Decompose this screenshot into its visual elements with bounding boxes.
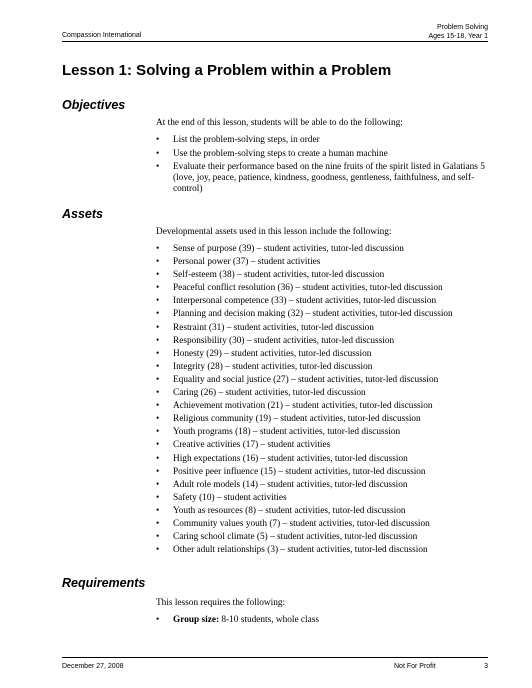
- asset-item-text: Interpersonal competence (33) – student activities, tutor-led discussion: [173, 296, 437, 307]
- requirements-heading: Requirements: [62, 576, 146, 590]
- asset-item-text: Other adult relationships (3) – student activities, tutor-led discussion: [173, 545, 428, 556]
- asset-item-text: Positive peer influence (15) – student activities, tutor-led discussion: [173, 466, 426, 477]
- asset-item-text: Restraint (31) – student activities, tutor-led discussion: [173, 322, 374, 333]
- requirements-list: [156, 615, 486, 626]
- objectives-list: [156, 135, 486, 195]
- asset-item: [156, 257, 486, 268]
- asset-item: [156, 506, 486, 517]
- asset-item-text: Creative activities (17) – student activities: [173, 440, 331, 451]
- objective-item-text: Use the problem-solving steps to create a human machine: [173, 148, 388, 159]
- asset-item-text: Responsibility (30) – student activities, tutor-led discussion: [173, 335, 395, 346]
- asset-item: [156, 388, 486, 399]
- header-rule: [62, 41, 488, 42]
- asset-item: [156, 244, 486, 255]
- asset-item-text: Planning and decision making (32) – student activities, tutor-led discussion: [173, 309, 453, 320]
- asset-item-text: Caring school climate (5) – student activities, tutor-led discussion: [173, 532, 418, 543]
- requirement-item-label: Group size:: [173, 615, 220, 625]
- bullet-icon: •: [156, 135, 160, 145]
- asset-item-text: Safety (10) – student activities: [173, 492, 287, 503]
- bullet-icon: •: [156, 244, 160, 254]
- asset-item: [156, 519, 486, 530]
- asset-item: [156, 362, 486, 373]
- asset-item: [156, 323, 486, 334]
- asset-item: [156, 296, 486, 307]
- objective-item: [156, 162, 486, 195]
- asset-item: [156, 493, 486, 504]
- objective-item-text: Evaluate their performance based on the nine fruits of the spirit listed in Galatians 5 (love, joy, peace, patience, kindness, goodness, gentleness, faithfulness, and self-control): [173, 162, 485, 194]
- asset-item: [156, 480, 486, 491]
- asset-item-text: Peaceful conflict resolution (36) – student activities, tutor-led discussion: [173, 283, 443, 294]
- bullet-icon: •: [156, 374, 160, 385]
- asset-item-text: Caring (26) – student activities, tutor-led discussion: [173, 388, 366, 399]
- asset-item: [156, 309, 486, 320]
- objectives-intro: At the end of this lesson, students will be able to do the following:: [156, 118, 403, 128]
- bullet-icon: •: [156, 361, 160, 372]
- bullet-icon: •: [156, 348, 160, 359]
- objectives-section: [156, 118, 486, 198]
- header-course-info: [428, 23, 488, 41]
- asset-item: [156, 270, 486, 281]
- asset-item-text: Youth as resources (8) – student activities, tutor-led discussion: [173, 505, 406, 516]
- bullet-icon: •: [156, 322, 160, 333]
- assets-heading: Assets: [62, 207, 103, 221]
- asset-item: [156, 336, 486, 347]
- asset-item-text: Youth programs (18) – student activities, tutor-led discussion: [173, 427, 401, 438]
- requirements-intro: This lesson requires the following:: [156, 598, 286, 608]
- header-ages: Ages 15-18, Year 1: [428, 33, 488, 40]
- objectives-heading: Objectives: [62, 98, 126, 112]
- asset-item: [156, 401, 486, 412]
- asset-item-text: High expectations (16) – student activities, tutor-led discussion: [173, 453, 408, 464]
- asset-item: [156, 532, 486, 543]
- bullet-icon: •: [156, 545, 160, 556]
- bullet-icon: •: [156, 518, 160, 529]
- asset-item-text: Community values youth (7) – student activities, tutor-led discussion: [173, 518, 430, 529]
- requirement-item-text: 8-10 students, whole class: [219, 615, 319, 625]
- bullet-icon: •: [156, 309, 160, 320]
- bullet-icon: •: [156, 615, 160, 625]
- bullet-icon: •: [156, 162, 160, 172]
- asset-item: [156, 414, 486, 425]
- footer-notice: Not For Profit: [394, 663, 436, 670]
- assets-list: [156, 244, 486, 556]
- bullet-icon: •: [156, 532, 160, 543]
- asset-item-text: Integrity (28) – student activities, tutor-led discussion: [173, 361, 373, 372]
- bullet-icon: •: [156, 257, 160, 268]
- asset-item-text: Self-esteem (38) – student activities, tutor-led discussion: [173, 270, 385, 281]
- bullet-icon: •: [156, 335, 160, 346]
- lesson-title: Lesson 1: Solving a Problem within a Problem: [62, 62, 392, 79]
- bullet-icon: •: [156, 453, 160, 464]
- asset-item: [156, 427, 486, 438]
- bullet-icon: •: [156, 492, 160, 503]
- bullet-icon: •: [156, 283, 160, 294]
- asset-item: [156, 375, 486, 386]
- footer-rule: [62, 657, 488, 658]
- header-organization: Compassion International: [62, 32, 142, 39]
- requirement-item: [156, 615, 486, 626]
- objective-item-text: List the problem-solving steps, in order: [173, 135, 320, 145]
- assets-intro: Developmental assets used in this lesson include the following:: [156, 227, 392, 237]
- asset-item-text: Sense of purpose (39) – student activities, tutor-led discussion: [173, 244, 404, 254]
- bullet-icon: •: [156, 388, 160, 399]
- asset-item-text: Honesty (29) – student activities, tutor-led discussion: [173, 348, 372, 359]
- bullet-icon: •: [156, 505, 160, 516]
- requirements-section: [156, 598, 486, 629]
- asset-item: [156, 467, 486, 478]
- asset-item-text: Achievement motivation (21) – student activities, tutor-led discussion: [173, 401, 433, 412]
- footer-date: December 27, 2008: [62, 663, 124, 670]
- asset-item-text: Personal power (37) – student activities: [173, 257, 321, 268]
- bullet-icon: •: [156, 401, 160, 412]
- asset-item-text: Adult role models (14) – student activities, tutor-led discussion: [173, 479, 408, 490]
- header-topic: Problem Solving: [437, 24, 488, 31]
- asset-item: [156, 349, 486, 360]
- asset-item-text: Religious community (19) – student activities, tutor-led discussion: [173, 414, 421, 425]
- asset-item: [156, 440, 486, 451]
- bullet-icon: •: [156, 270, 160, 281]
- asset-item-text: Equality and social justice (27) – student activities, tutor-led discussion: [173, 374, 439, 385]
- asset-item: [156, 545, 486, 556]
- objective-item: [156, 135, 486, 146]
- bullet-icon: •: [156, 440, 160, 451]
- bullet-icon: •: [156, 296, 160, 307]
- bullet-icon: •: [156, 414, 160, 425]
- objective-item: [156, 149, 486, 160]
- bullet-icon: •: [156, 479, 160, 490]
- asset-item: [156, 283, 486, 294]
- assets-section: [156, 227, 486, 558]
- bullet-icon: •: [156, 427, 160, 438]
- footer-page-number: 3: [484, 663, 488, 670]
- bullet-icon: •: [156, 148, 160, 159]
- bullet-icon: •: [156, 466, 160, 477]
- asset-item: [156, 454, 486, 465]
